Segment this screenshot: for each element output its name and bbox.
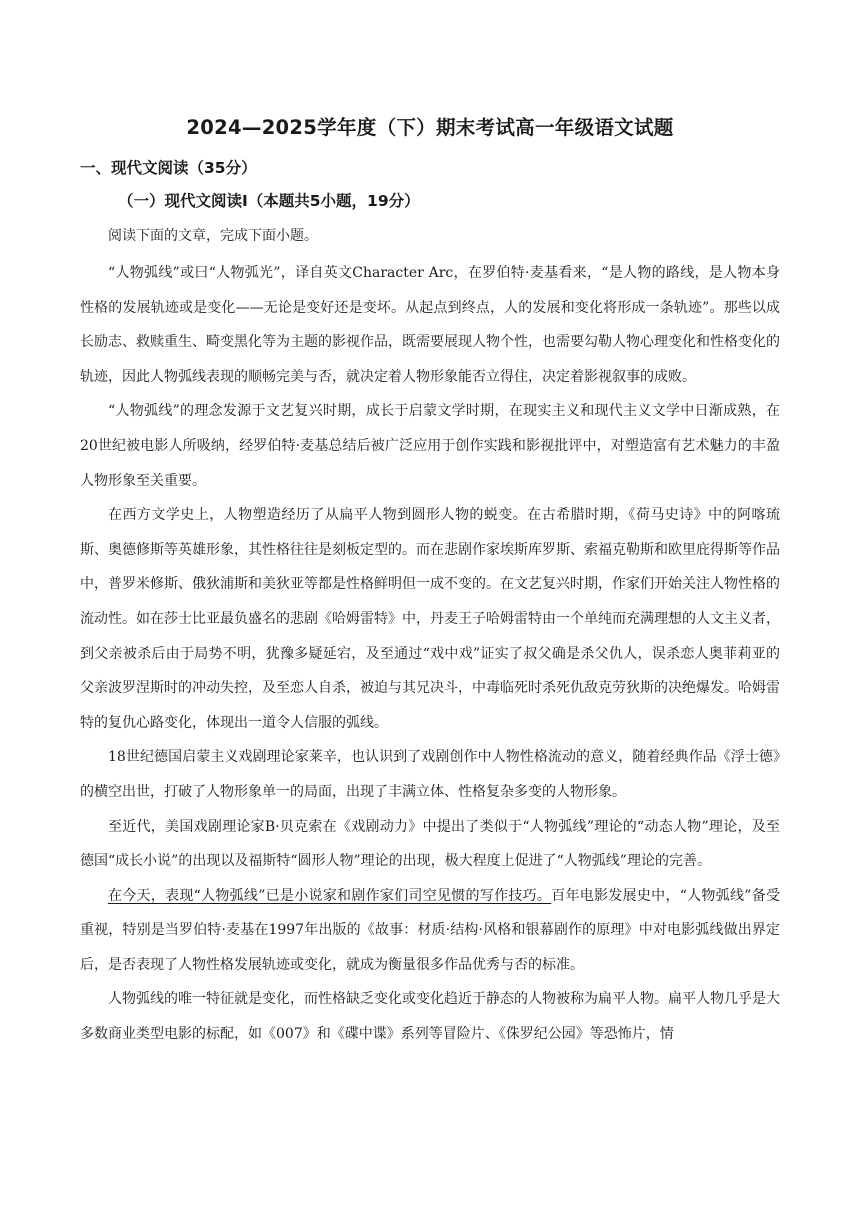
section-heading: 一、现代文阅读（35分） [80,159,257,177]
underlined-sentence: 在今天，表现“人物弧线”已是小说家和剧作家们司空见惯的写作技巧。 [108,887,552,904]
paragraph-6 [80,879,780,983]
exam-title: 2024—2025学年度（下）期末考试高一年级语文试题 [186,116,674,139]
paragraph-1: “人物弧线”或曰“人物弧光”，译自英文Character Arc，在罗伯特·麦基看来，“是人物的路线，是人物本身性格的发展轨迹或是变化——无论是变好还是变坏。从起点到终点，人的发展和变化将形成一条轨迹”。那些以成长励志、救赎重生、畸变黑化等为主题的影视作品，既需要展现人物个性，也需要勾勒人物心理变化和性格变化的轨迹，因此人物弧线表现的顺畅完美与否，就决定着人物形象能否立得住，决定着影视叙事的成败。 [80,265,780,385]
article-body [80,256,780,1052]
paragraph-6-rest: 百年电影发展史中，“人物弧线”备受重视，特别是当罗伯特·麦基在1997年出版的《故事：材质·结构·风格和银幕剧作的原理》中对电影弧线做出界定后，是否表现了人物性格发展轨迹或变化，就成为衡量很多作品优秀与否的标准。 [80,887,780,973]
paragraph-3: 在西方文学史上，人物塑造经历了从扁平人物到圆形人物的蜕变。在古希腊时期，《荷马史诗》中的阿喀琉斯、奥德修斯等英雄形象，其性格往往是刻板定型的。而在悲剧作家埃斯库罗斯、索福克勒斯和欧里庇得斯等作品中，普罗米修斯、俄狄浦斯和美狄亚等都是性格鲜明但一成不变的。在文艺复兴时期，作家们开始关注人物性格的流动性。如在莎士比亚最负盛名的悲剧《哈姆雷特》中，丹麦王子哈姆雷特由一个单纯而充满理想的人文主义者，到父亲被杀后由于局势不明，犹豫多疑延宕，及至通过“戏中戏”证实了叔父确是杀父仇人，误杀恋人奥菲莉亚的父亲波罗涅斯时的冲动失控，及至恋人自杀，被迫与其兄决斗，中毒临死时杀死仇敌克劳狄斯的决绝爆发。哈姆雷特的复仇心路变化，体现出一道令人信服的弧线。 [80,507,780,731]
subsection-heading: （一）现代文阅读Ⅰ（本题共5小题，19分） [118,192,420,210]
paragraph-2: “人物弧线”的理念发源于文艺复兴时期，成长于启蒙文学时期，在现实主义和现代主义文学中日渐成熟，在20世纪被电影人所吸纳，经罗伯特·麦基总结后被广泛应用于创作实践和影视批评中，对塑造富有艺术魅力的丰盈人物形象至关重要。 [80,403,780,489]
paragraph-7: 人物弧线的唯一特征就是变化，而性格缺乏变化或变化趋近于静态的人物被称为扁平人物。扁平人物几乎是大多数商业类型电影的标配，如《007》和《碟中谍》系列等冒险片、《侏罗纪公园》等恐怖片，情 [80,991,780,1043]
reading-instruction: 阅读下面的文章，完成下面小题。 [108,228,318,244]
paragraph-4: 18世纪德国启蒙主义戏剧理论家莱辛，也认识到了戏剧创作中人物性格流动的意义，随着经典作品《浮士德》的横空出世，打破了人物形象单一的局面，出现了丰满立体、性格复杂多变的人物形象。 [80,749,780,800]
paragraph-5: 至近代，美国戏剧理论家B·贝克索在《戏剧动力》中提出了类似于“人物弧线”理论的“动态人物”理论，及至德国“成长小说”的出现以及福斯特“圆形人物”理论的出现，极大程度上促进了“人物弧线”理论的完善。 [80,818,780,870]
